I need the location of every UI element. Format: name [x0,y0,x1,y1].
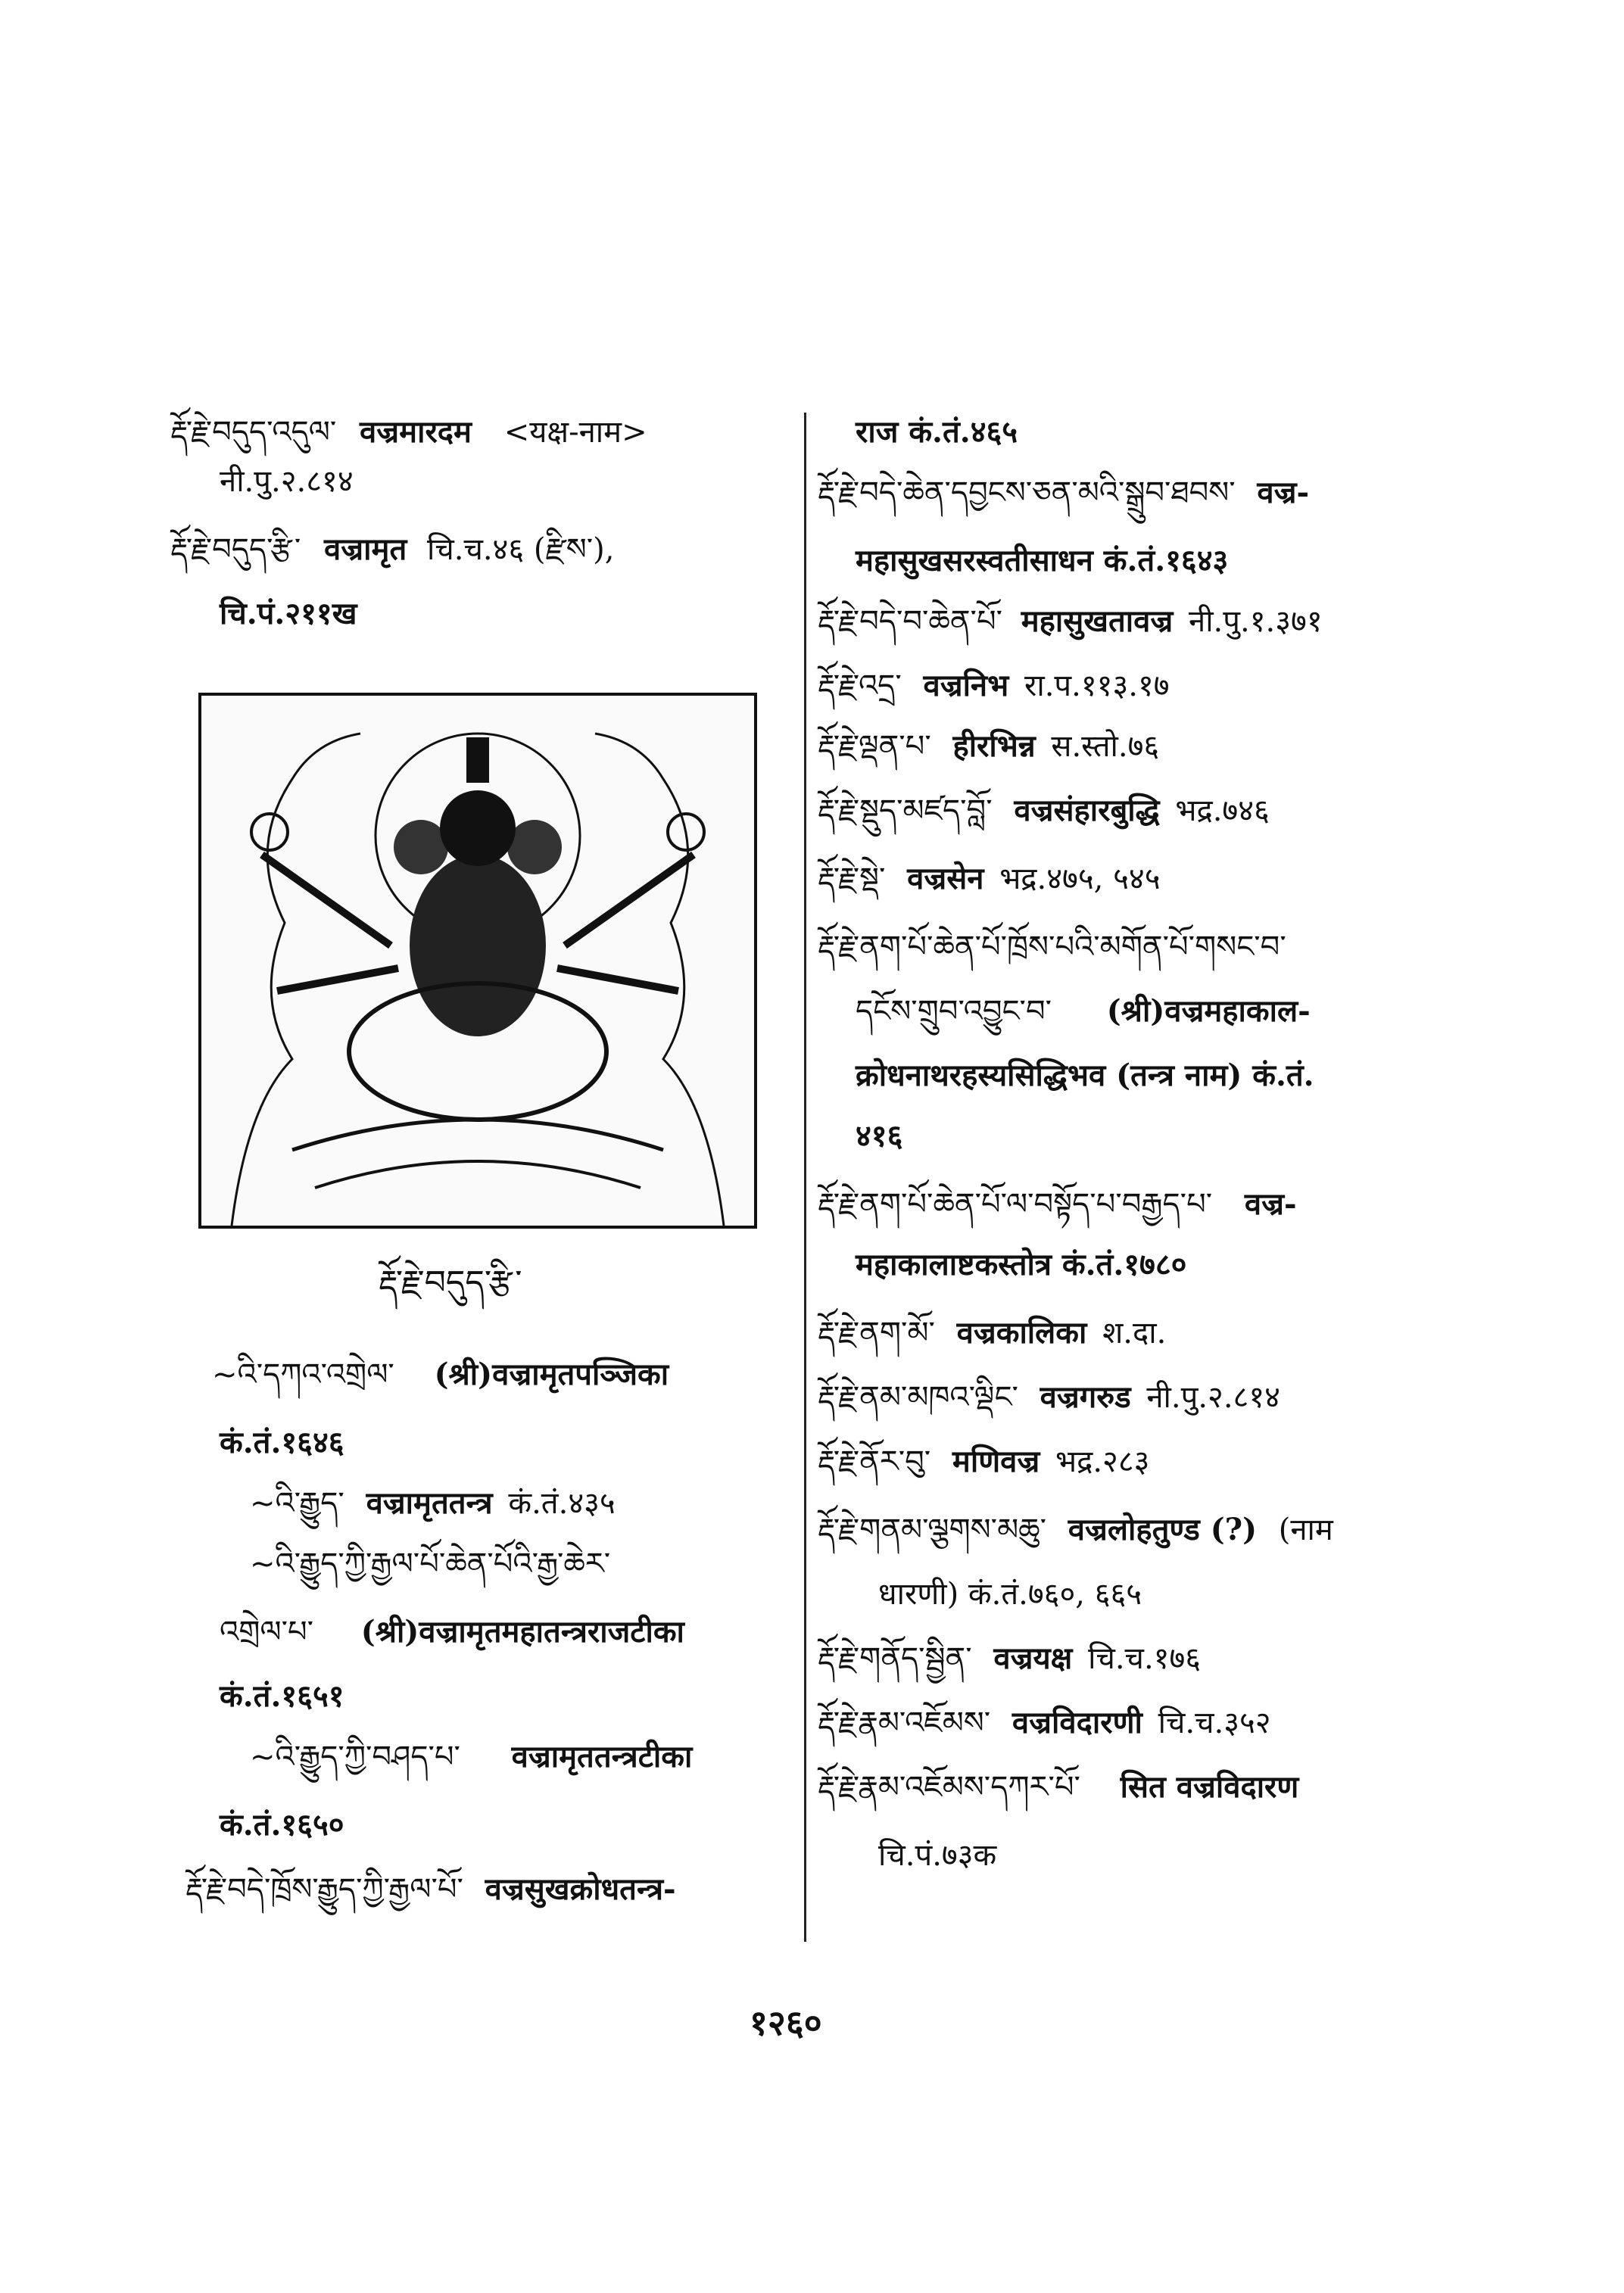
entry-line [818,1185,1297,1224]
tibetan-term: རྡོ་རྗེ་རྣམ་འཇོམས་དཀར་པོ་ [818,1770,1080,1805]
sanskrit-term: (श्री)वज्रामृतपञ्जिका [434,1357,669,1392]
sanskrit-term: वज्रसेन [907,861,984,896]
deity-illustration [198,693,757,1229]
tibetan-term: རྡོ་རྗེ་བདེ་ཁྲོས་རྒྱུད་ཀྱི་རྒྱལ་པོ་ [185,1872,463,1907]
sanskrit-term: वज्रलोहतुण्ड (?) [1068,1512,1258,1547]
sanskrit-term: सित वज्रविदारण [1120,1769,1299,1805]
tibetan-term: རྡོ་རྗེ་ནག་པོ་ཆེན་པོ་ཁྲོས་པའི་མགོན་པོ་གསང་བ་ [818,930,1286,964]
entry-line [856,992,1311,1031]
entry-line [818,791,1270,830]
tibetan-term: རྡོ་རྗེ་གནོད་སྦྱིན་ [818,1641,972,1676]
entry-line [212,1355,669,1394]
tibetan-term: རྡོ་རྗེ་བདུད་རྩི་ [170,532,301,567]
tibetan-term: འགྲེལ་པ་ [220,1615,314,1650]
reference: श.दा. [1102,1316,1167,1351]
entry-line [818,727,1159,766]
tibetan-term: ~འི་དཀའ་འགྲེལ་ [212,1357,394,1392]
reference: चि.च.१७६ [1088,1641,1202,1676]
entry-line [818,1313,1166,1353]
tibetan-term: རྡོ་རྗེ་གནམ་ལྕགས་མཆུ་ [818,1513,1047,1547]
reference: कं.तं.१६४६ [220,1425,344,1460]
tibetan-term: རྡོ་རྗེ་སྡེ་ [818,861,886,896]
reference: कं.तं.१६५१ [220,1678,344,1714]
entry-line [170,530,614,569]
continuation-text: क्रोधनाथरहस्यसिद्धिभव (तन्त्र नाम) कं.तं. [856,1058,1314,1093]
reference: नी.पु.१.३७१ [1189,604,1323,639]
sanskrit-term: (श्री)वज्रमहाकाल- [1106,993,1311,1029]
tibetan-term: རྡོ་རྗེ་ནོར་བུ་ [818,1444,931,1479]
entry-line [818,1510,1333,1550]
reference: कं.तं.४३५ [508,1486,616,1521]
tibetan-term: རྡོ་རྗེ་བདེ་ཆེན་དབྱངས་ཅན་མའི་སྒྲུབ་ཐབས་ [818,475,1236,510]
tibetan-term: ~འི་རྒྱུད་ [250,1486,344,1521]
reference: भद्र.२८३ [1055,1444,1150,1479]
sanskrit-term: वज्रसंहारबुद्धि [1014,793,1160,828]
tibetan-term: རྡོ་རྗེ་ནག་པོ་ཆེན་པོ་ལ་བསྟོད་པ་བརྒྱད་པ་ [818,1187,1213,1222]
sanskrit-term: वज्रमारदम [360,414,472,450]
reference: चि.च.३५२ [1158,1706,1271,1740]
sanskrit-term: (श्री)वज्रामृतमहातन्त्रराजटीका [360,1614,684,1650]
tibetan-term: རྡོ་རྗེ་རྣམ་འཇོམས་ [818,1706,991,1740]
continuation-text: महासुखसरस्वतीसाधन कं.तं.१६४३ [856,543,1229,578]
annotation: चि.च.४६ (རྫིས་), [426,532,615,567]
entry-line [818,859,1161,899]
sanskrit-term: वज्रयक्ष [993,1640,1073,1676]
sanskrit-term: हीरभिन्न [952,728,1036,764]
reference: भद्र.७४६ [1175,793,1270,828]
entry-line [170,413,647,452]
continuation-text: महाकालाष्टकस्तोत्र कं.तं.१७८० [856,1247,1187,1282]
sanskrit-term: वज्रकालिका [956,1315,1087,1351]
tibetan-term: རྡོ་རྗེ་ནམ་མཁའ་ལྡིང་ [818,1380,1018,1415]
entry-line [250,1484,616,1523]
entry-line [250,1737,692,1777]
tibetan-term: རྡོ་རྗེ་བདེ་བ་ཆེན་པོ་ [818,604,1002,639]
tibetan-term: རྡོ་རྗེ་ལྡན་པ་ [818,729,931,764]
reference: चि.पं.७३क [878,1838,997,1873]
reference: (नाम [1278,1513,1333,1547]
column-divider [804,413,806,1942]
sanskrit-term: वज्रामृततन्त्र [366,1485,493,1521]
reference: रा.प.११३.१७ [1024,668,1170,703]
entry-line [185,1870,676,1909]
continuation-text: राज कं.तं.४६५ [856,414,1018,450]
sanskrit-term: वज्र- [1257,475,1310,510]
entry-line [220,1612,684,1652]
sanskrit-term: वज्रगरुड [1040,1379,1131,1415]
entry-line [818,602,1323,641]
continuation-text: धारणी) कं.तं.७६०, ६६५ [878,1577,1142,1612]
sanskrit-term: वज्रसुखक्रोधतन्त्र- [485,1871,676,1907]
sanskrit-term: महासुखतावज्र [1021,603,1174,639]
sanskrit-term: वज्रामृत [324,531,407,567]
figure-caption: རྡོ་རྗེ་བདུད་རྩི་ [379,1263,522,1302]
sanskrit-term: वज्रामृततन्त्रटीका [511,1739,693,1774]
tibetan-term: རྡོ་རྗེ་འདྲ་ [818,668,902,703]
entry-line [818,1442,1149,1481]
tibetan-term: རྡོ་རྗེ་བདུད་འདུལ་ [170,415,337,450]
tibetan-term: ~འི་རྒྱུད་ཀྱི་རྒྱལ་པོ་ཆེན་པོའི་རྒྱ་ཆེར་ [250,1547,611,1581]
sanskrit-term: वज्रविदारणी [1011,1705,1142,1740]
sanskrit-term: वज्रनिभ [923,668,1009,703]
reference: चि.पं.२११ख [220,596,357,631]
tibetan-term: རྡོ་རྗེ་སྡུད་མཛད་བློ་ [818,793,993,828]
reference: स.स्तो.७६ [1051,729,1160,764]
sanskrit-term: मणिवज्र [952,1444,1040,1479]
reference: नी.पु.२.८१४ [1146,1380,1280,1415]
entry-line [818,473,1309,512]
reference: नी.पु.२.८१४ [220,464,354,499]
tibetan-term: ~འི་རྒྱུད་ཀྱི་བཤད་པ་ [250,1740,460,1774]
entry-line [818,1378,1280,1417]
continuation-text: ४१६ [856,1118,903,1154]
entry-line [818,1703,1271,1743]
entry-line [818,1768,1298,1807]
reference: कं.तं.१६५० [220,1807,344,1843]
reference: भद्र.४७५, ५४५ [999,861,1161,896]
tibetan-term: རྡོ་རྗེ་ནག་མོ་ [818,1316,935,1351]
tibetan-term: དངོས་གྲུབ་འབྱུང་བ་ [856,994,1052,1029]
page-number: १२६० [750,2002,822,2043]
annotation: <यक्ष-नाम> [503,415,647,450]
entry-line [818,1639,1201,1678]
entry-line [818,666,1170,706]
sanskrit-term: वज्र- [1244,1186,1297,1222]
